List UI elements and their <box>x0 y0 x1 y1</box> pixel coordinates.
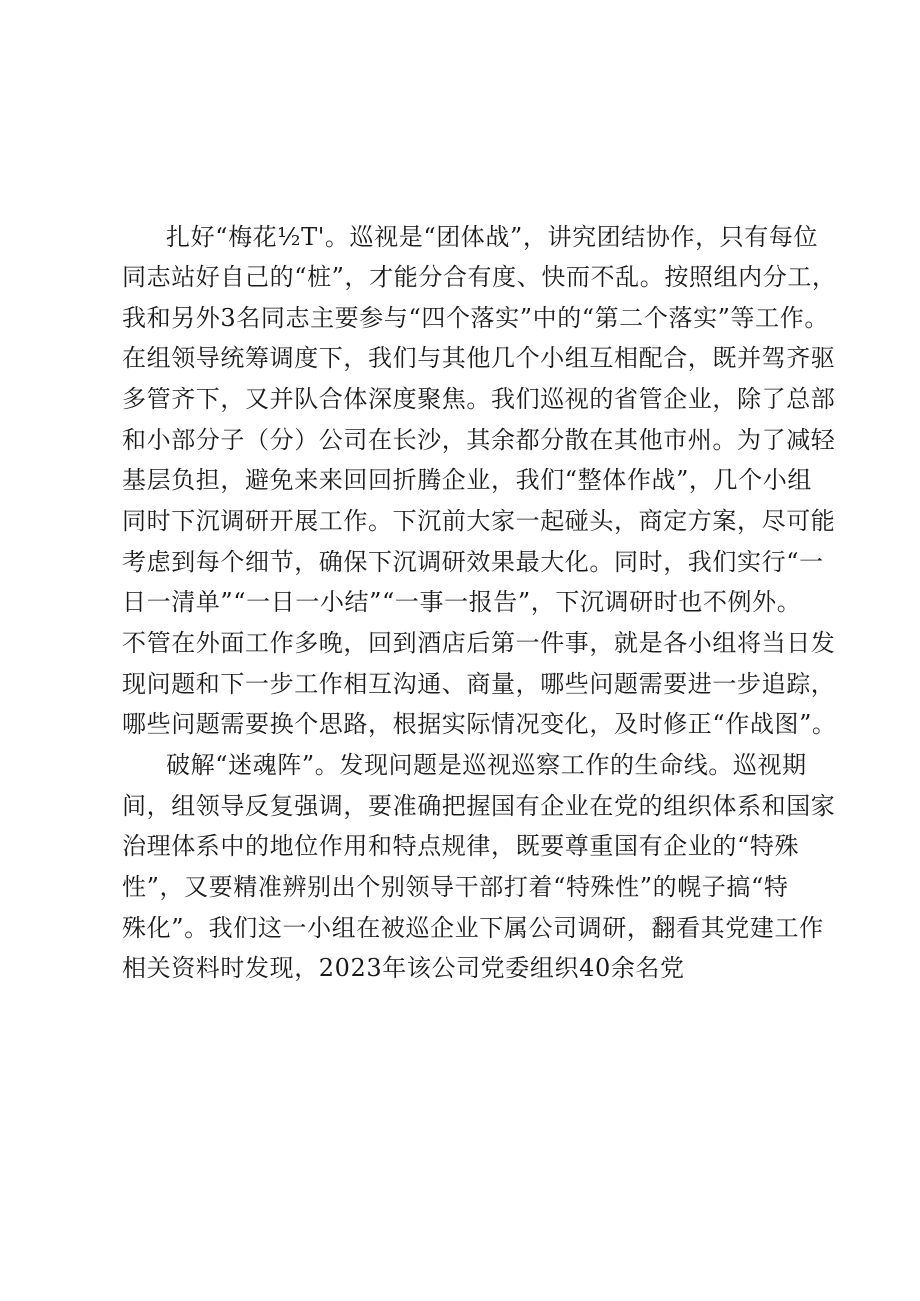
paragraph-2-line-3: 治理体系中的地位作用和特点规律，既要尊重国有企业的“特殊 <box>122 832 800 860</box>
paragraph-1-line-3: 我和另外3名同志主要参与“四个落实”中的“第二个落实”等工作。 <box>122 304 829 332</box>
paragraph-1-line-11: 不管在外面工作多晚，回到酒店后第一件事，就是各小组将当日发 <box>122 629 836 657</box>
paragraph-1-line-2: 同志站好自己的“桩”，才能分合有度、快而不乱。按照组内分工， <box>122 263 837 291</box>
paragraph-2-line-1: 破解“迷魂阵”。发现问题是巡视巡察工作的生命线。巡视期 <box>166 751 807 779</box>
paragraph-1-line-10: 日一清单”“一日一小结”“一事一报告”，下沉调研时也不例外。 <box>122 588 802 616</box>
paragraph-1-line-6: 和小部分子（分）公司在长沙，其余都分散在其他市州。为了减轻 <box>122 426 836 454</box>
paragraph-1-line-9: 考虑到每个细节，确保下沉调研效果最大化。同时，我们实行“一 <box>122 548 824 576</box>
paragraph-1-line-5: 多管齐下，又并队合体深度聚焦。我们巡视的省管企业，除了总部 <box>122 385 836 413</box>
paragraph-1-line-13: 哪些问题需要换个思路，根据实际情况变化，及时修正“作战图”。 <box>122 710 837 738</box>
paragraph-2-line-5: 殊化”。我们这一小组在被巡企业下属公司调研，翻看其党建工作 <box>122 914 824 942</box>
paragraph-2-line-4: 性”，又要精准辨别出个别领导干部打着“特殊性”的幌子搞“特 <box>122 873 789 901</box>
paragraph-2-line-6: 相关资料时发现，2023年该公司党委组织40余名党 <box>122 954 685 982</box>
paragraph-1-line-12: 现问题和下一步工作相互沟通、商量，哪些问题需要进一步追踪， <box>122 670 836 698</box>
paragraph-1-line-7: 基层负担，避免来来回回折腾企业，我们“整体作战”，几个小组 <box>122 466 812 494</box>
paragraph-1-line-8: 同时下沉调研开展工作。下沉前大家一起碰头，商定方案，尽可能 <box>122 507 836 535</box>
paragraph-1-line-4: 在组领导统筹调度下，我们与其他几个小组互相配合，既并驾齐驱 <box>122 344 836 372</box>
paragraph-1-line-1: 扎好“梅花½T'。巡视是“团体战”，讲究团结协作，只有每位 <box>166 223 819 251</box>
paragraph-2-line-2: 间，组领导反复强调，要准确把握国有企业在党的组织体系和国家 <box>122 792 836 820</box>
